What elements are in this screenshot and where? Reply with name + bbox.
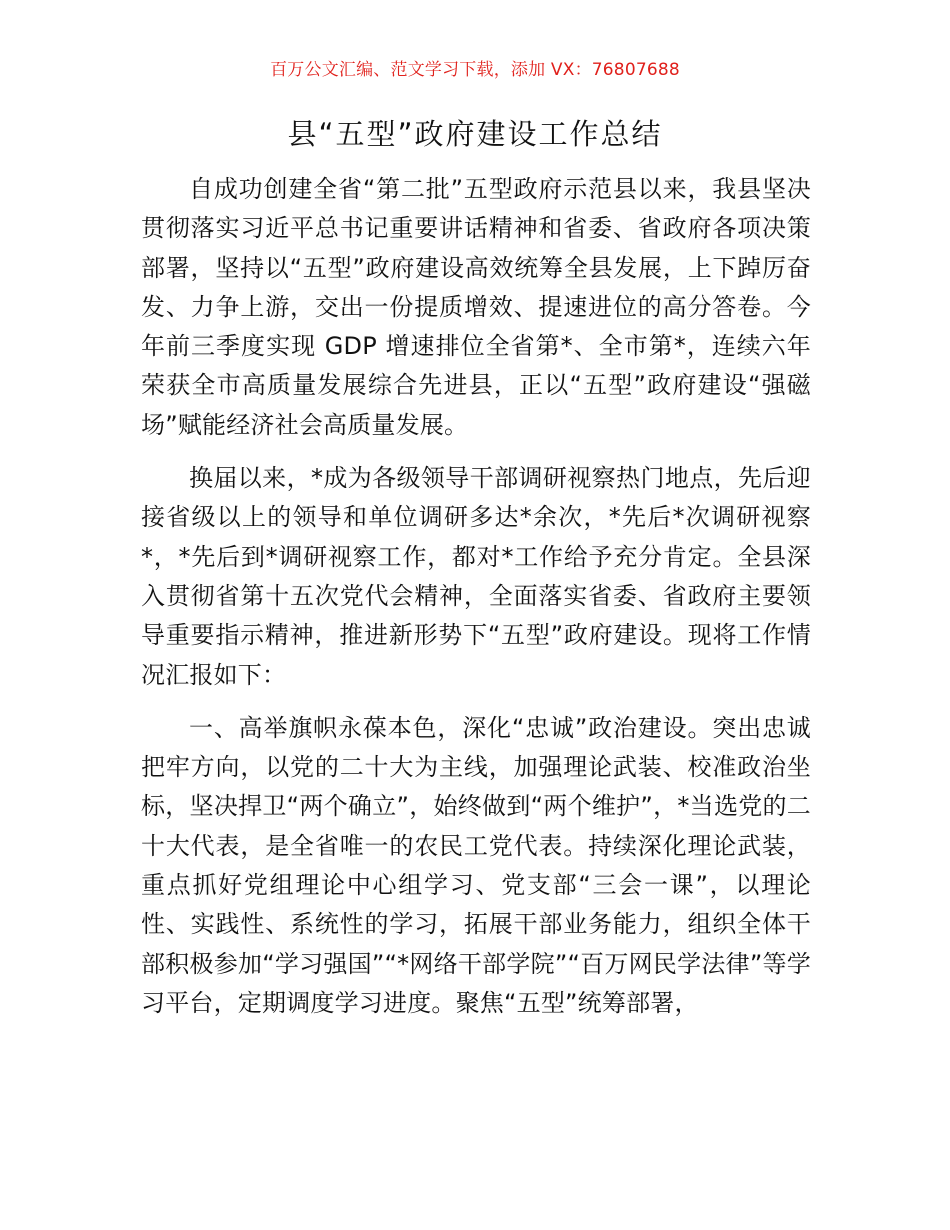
paragraph-2: 换届以来，*成为各级领导干部调研视察热门地点，先后迎接省级以上的领导和单位调研多达*余次，*先后*次调研视察*，*先后到*调研视察工作，都对*工作给予充分肯定。全县深入贯彻省第十五次党代会精神，全面落实省委、省政府主要领导重要指示精神，推进新形势下“五型”政府建设。现将工作情况汇报如下： bbox=[141, 464, 811, 689]
document-body bbox=[141, 170, 811, 1037]
watermark-header: 百万公文汇编、范文学习下载，添加 VX：76807688 bbox=[270, 60, 680, 80]
document-title: 县“五型”政府建设工作总结 bbox=[287, 117, 663, 151]
paragraph-1: 自成功创建全省“第二批”五型政府示范县以来，我县坚决贯彻落实习近平总书记重要讲话精神和省委、省政府各项决策部署，坚持以“五型”政府建设高效统筹全县发展，上下踔厉奋发、力争上游，交出一份提质增效、提速进位的高分答卷。今年前三季度实现 GDP 增速排位全省第*、全市第*，连续六年荣获全市高质量发展综合先进县，正以“五型”政府建设“强磁场”赋能经济社会高质量发展。 bbox=[141, 175, 811, 439]
paragraph-3: 一、高举旗帜永葆本色，深化“忠诚”政治建设。突出忠诚把牢方向，以党的二十大为主线，加强理论武装、校准政治坐标，坚决捍卫“两个确立”，始终做到“两个维护”，*当选党的二十大代表，是全省唯一的农民工党代表。持续深化理论武装，重点抓好党组理论中心组学习、党支部“三会一课”，以理论性、实践性、系统性的学习，拓展干部业务能力，组织全体干部积极参加“学习强国”“*网络干部学院”“百万网民学法律”等学习平台，定期调度学习进度。聚焦“五型”统筹部署， bbox=[141, 713, 811, 1017]
